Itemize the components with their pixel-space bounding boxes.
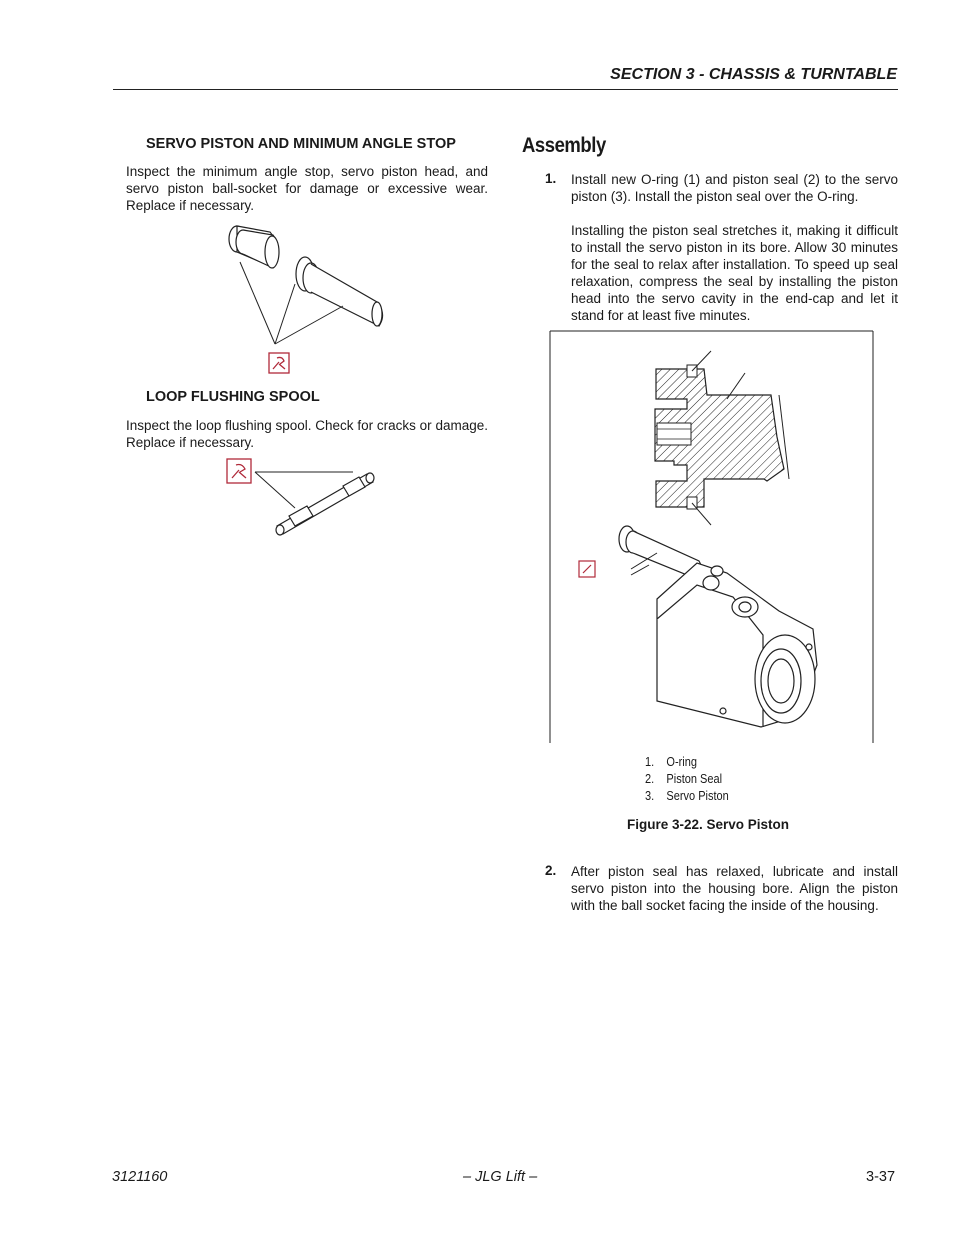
figure-caption: Figure 3-22. Servo Piston <box>627 817 790 832</box>
step-1-text: Install new O-ring (1) and piston seal (2) to the servo piston (3). Install the piston seal over the O-ring. <box>571 172 898 204</box>
loop-flushing-spool-illustration <box>255 466 385 536</box>
step-1-number: 1. <box>545 171 557 186</box>
step-2-text: After piston seal has relaxed, lubricate and install servo piston into the housing bore. Align the piston with the ball socket facing the inside of the housing. <box>571 864 898 913</box>
step-2-number: 2. <box>545 863 557 878</box>
doc-number: 3121160 <box>112 1169 168 1185</box>
loop-flushing-text: Inspect the loop flushing spool. Check for cracks or damage. Replace if necessary. <box>126 418 488 450</box>
figure-legend <box>645 754 729 805</box>
step-1-note: Installing the piston seal stretches it, making it difficult to install the servo piston in its bore. Allow 30 minutes for the seal to relax after installation. To speed up seal relaxation, compress the seal by installing the piston head into the servo cavity in the end-cap and let it stand for at least five minutes. <box>571 223 898 323</box>
legend-item: 1. O-ring <box>645 755 697 769</box>
inspect-icon <box>268 352 290 374</box>
servo-piston-heading: SERVO PISTON AND MINIMUM ANGLE STOP <box>146 136 456 152</box>
loop-flushing-heading: LOOP FLUSHING SPOOL <box>146 389 320 405</box>
servo-piston-illustration <box>215 222 395 382</box>
footer-brand: – JLG Lift – <box>463 1169 538 1185</box>
section-title: SECTION 3 - CHASSIS & TURNTABLE <box>610 66 897 83</box>
header-rule <box>113 89 898 90</box>
inspect-icon <box>226 458 252 484</box>
assembly-heading: Assembly <box>522 134 606 157</box>
page-number: 3-37 <box>866 1169 896 1185</box>
servo-piston-figure <box>549 329 875 743</box>
servo-piston-text: Inspect the minimum angle stop, servo piston head, and servo piston ball-socket for damage or excessive wear. Replace if necessary. <box>126 164 488 213</box>
legend-item: 2. Piston Seal <box>645 772 723 786</box>
legend-item: 3. Servo Piston <box>645 789 729 803</box>
